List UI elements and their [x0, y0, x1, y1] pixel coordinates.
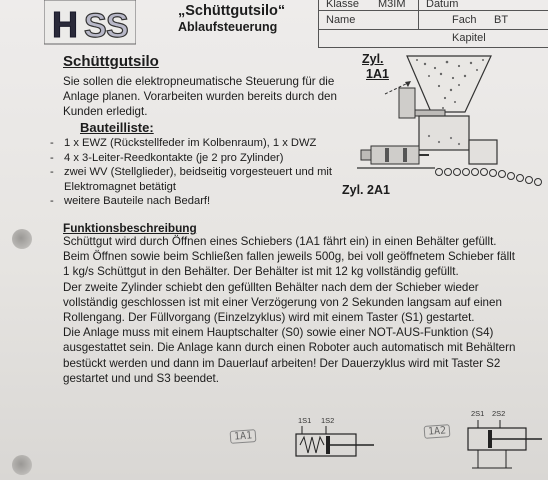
intro-paragraph: Sie sollen die elektropneumatische Steuerung für die Anlage planen. Vorarbeiten wurden bereits durch den Kunden erledigt.: [63, 75, 337, 118]
cylinder-schematic-2: [462, 418, 548, 480]
zyl2-label: Zyl. 2A1: [342, 183, 390, 197]
punch-hole: [12, 229, 32, 249]
text-line: bestückt werden und dann im Dauerlauf arbeiten! Der Dauerzyklus wird mit Taster S2: [63, 356, 501, 370]
zyl1-label-line1: Zyl.: [362, 52, 384, 66]
document-subtitle: Ablaufsteuerung: [178, 20, 278, 34]
punch-hole: [12, 455, 32, 475]
text-line: ausgestattet sein. Die Anlage kann durch einen Roboter auch automatisch mit Behältern: [63, 341, 516, 355]
name-label: Name: [326, 14, 356, 26]
zyl1-label-line2: 1A1: [366, 67, 389, 81]
text-line: 1 kg/s Schüttgut in den Behälter. Der Behälter ist mit 12 kg vollständig gefüllt.: [63, 265, 459, 279]
silo-illustration: [355, 52, 545, 192]
header-form-grid: [318, 0, 548, 48]
svg-text:S: S: [84, 7, 107, 45]
text-line: vollständig geschlossen ist mit einer Verzögerung von 2 Sekunden langsam auf einen: [63, 295, 502, 309]
sensor-label-1s2: 1S2: [321, 416, 335, 425]
svg-text:S: S: [106, 7, 129, 45]
svg-text:H: H: [52, 4, 78, 45]
text-line: gestartet und und S3 beendet.: [63, 371, 219, 385]
cylinder-schematic-1: [290, 424, 380, 480]
bauteilliste-heading: Bauteilliste:: [80, 120, 154, 135]
text-line: Rollengang. Der Füllvorgang (Einzelzyklus) wird mit einem Taster (S1) gestartet.: [63, 311, 475, 325]
bauteilliste-list: [50, 136, 360, 209]
sensor-label-1s1: 1S1: [298, 416, 312, 425]
section-title: Schüttgutsilo: [63, 53, 159, 70]
list-item: - 4 x 3-Leiter-Reedkontakte (je 2 pro Zylinder): [50, 151, 360, 166]
klasse-value: M3IM: [378, 0, 406, 10]
datum-label: Datum: [426, 0, 459, 10]
text-line: Der zweite Zylinder schiebt den gefüllten Behälter nach dem der Schieber wieder: [63, 280, 479, 294]
kapitel-label: Kapitel: [452, 32, 486, 44]
handwritten-label-1a2: 1A2: [424, 424, 451, 439]
fach-label: Fach: [452, 14, 477, 26]
handwritten-label-1a1: 1A1: [230, 429, 257, 444]
list-item: - zwei WV (Stellglieder), beidseitig vorgesteuert und mit Elektromagnet betätigt: [50, 165, 360, 194]
sensor-label-2s1: 2S1: [471, 409, 485, 418]
list-item: - weitere Bauteile nach Bedarf!: [50, 194, 360, 209]
text-line: Beim Öffnen sowie beim Schließen fallen jeweils 500g, bei voll geöffnetem Schieber fällt: [63, 250, 515, 264]
text-line: Schüttgut wird durch Öffnen eines Schiebers (1A1 fährt ein) in einen Behälter gefüllt.: [63, 235, 497, 248]
funktionsbeschreibung-heading: Funktionsbeschreibung: [63, 221, 197, 235]
text-line: Die Anlage muss mit einem Hauptschalter (S0) sowie einer NOT-AUS-Funktion (S4): [63, 326, 494, 340]
list-item: - 1 x EWZ (Rückstellfeder im Kolbenraum), 1 x DWZ: [50, 136, 360, 151]
fach-value: BT: [494, 14, 509, 26]
school-logo: [44, 0, 136, 46]
sensor-label-2s2: 2S2: [492, 409, 506, 418]
klasse-label: Klasse: [326, 0, 360, 10]
funktionsbeschreibung-body: [63, 234, 543, 386]
document-title: „Schüttgutsilo“: [178, 3, 286, 19]
